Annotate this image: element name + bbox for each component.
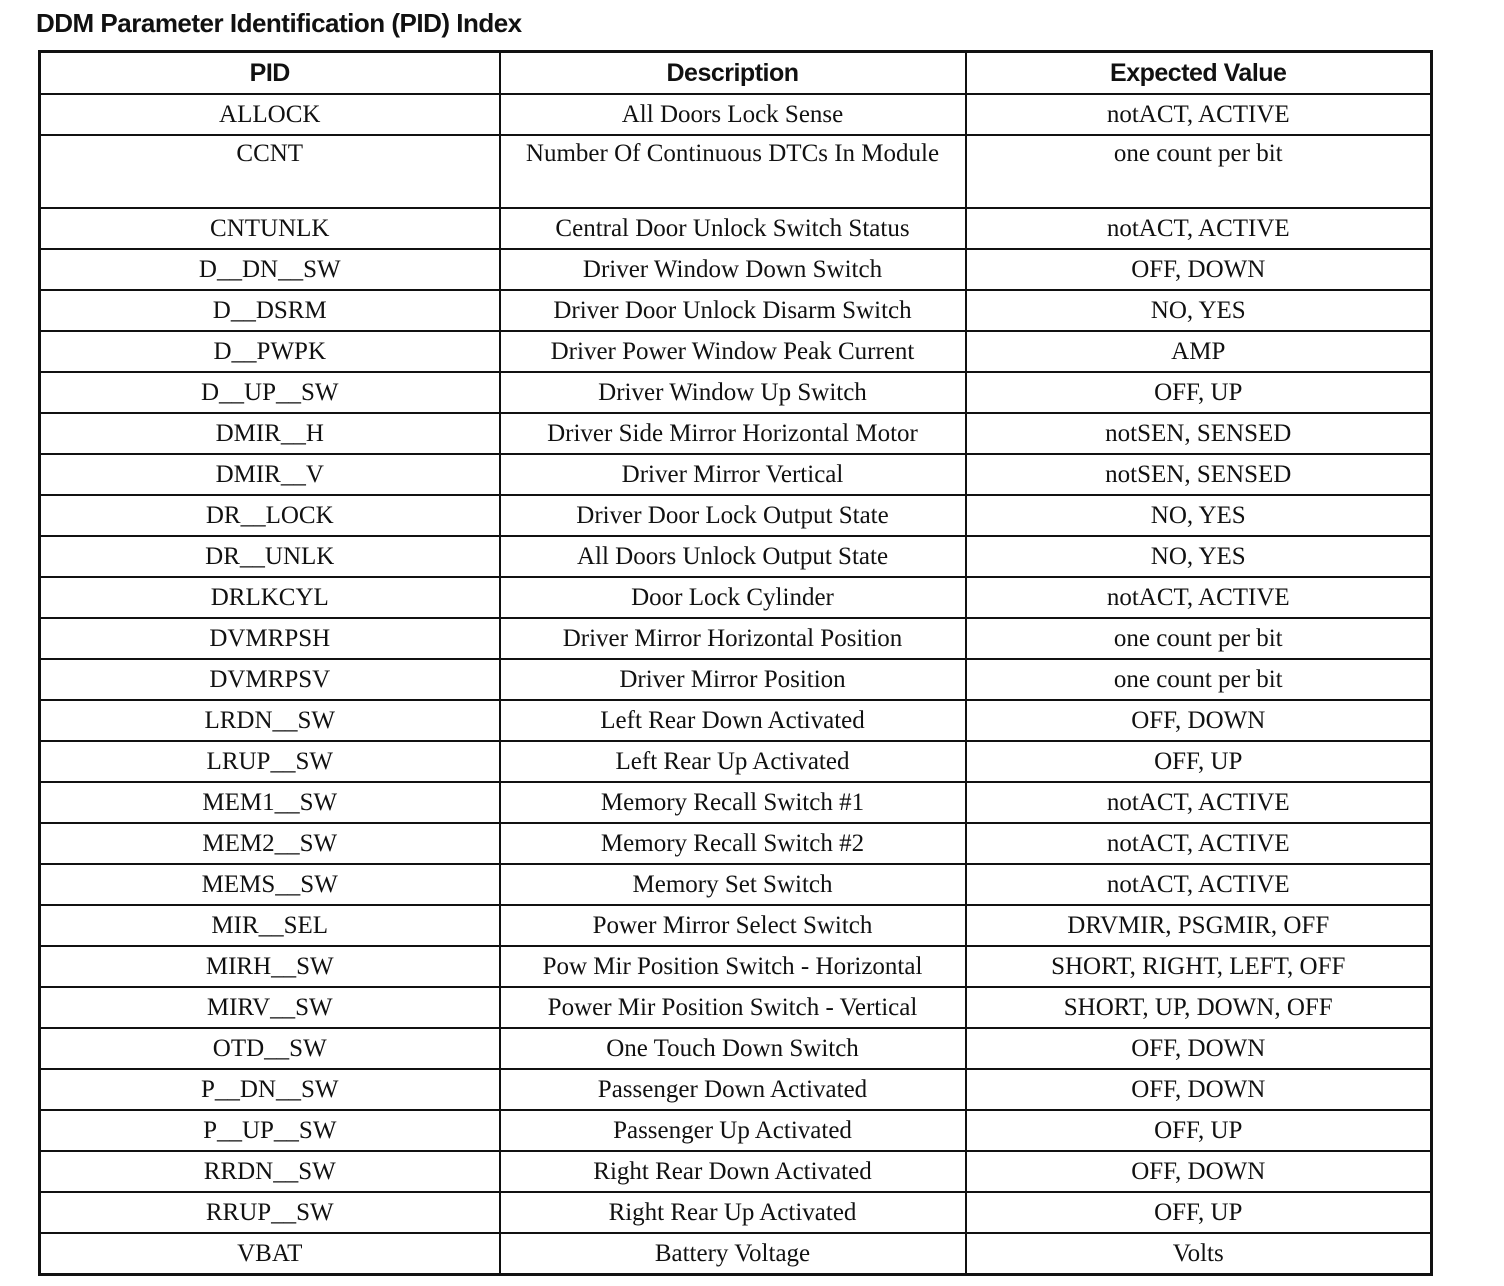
cell-description: All Doors Unlock Output State [500,536,966,577]
cell-pid: MEMS__SW [40,864,500,905]
cell-description: Memory Recall Switch #1 [500,782,966,823]
cell-description: Power Mir Position Switch - Vertical [500,987,966,1028]
cell-expected-value: one count per bit [966,618,1432,659]
cell-expected-value: NO, YES [966,290,1432,331]
cell-expected-value: notACT, ACTIVE [966,782,1432,823]
table-body [40,94,1432,1275]
cell-expected-value: SHORT, UP, DOWN, OFF [966,987,1432,1028]
cell-pid: MEM2__SW [40,823,500,864]
cell-pid: VBAT [40,1233,500,1275]
cell-pid: RRDN__SW [40,1151,500,1192]
table-row [40,700,1432,741]
cell-description: One Touch Down Switch [500,1028,966,1069]
cell-description: Driver Mirror Position [500,659,966,700]
cell-description: Driver Window Up Switch [500,372,966,413]
cell-expected-value: OFF, UP [966,741,1432,782]
cell-pid: DVMRPSH [40,618,500,659]
cell-description: Driver Door Unlock Disarm Switch [500,290,966,331]
cell-pid: DRLKCYL [40,577,500,618]
table-row [40,577,1432,618]
cell-expected-value: notACT, ACTIVE [966,577,1432,618]
cell-expected-value: OFF, DOWN [966,1151,1432,1192]
cell-pid: D__DN__SW [40,249,500,290]
cell-description: Central Door Unlock Switch Status [500,208,966,249]
table-row [40,1192,1432,1233]
cell-description: All Doors Lock Sense [500,94,966,135]
pid-index-table [38,50,1433,1276]
table-row [40,659,1432,700]
cell-pid: MEM1__SW [40,782,500,823]
cell-expected-value: notACT, ACTIVE [966,823,1432,864]
cell-description: Door Lock Cylinder [500,577,966,618]
cell-description: Number Of Continuous DTCs In Module [500,135,966,208]
table-row [40,987,1432,1028]
cell-expected-value: OFF, DOWN [966,700,1432,741]
cell-pid: D__PWPK [40,331,500,372]
cell-pid: D__UP__SW [40,372,500,413]
cell-description: Driver Power Window Peak Current [500,331,966,372]
cell-pid: D__DSRM [40,290,500,331]
cell-pid: LRDN__SW [40,700,500,741]
table-row [40,864,1432,905]
cell-expected-value: NO, YES [966,536,1432,577]
table-row [40,495,1432,536]
cell-expected-value: OFF, DOWN [966,1069,1432,1110]
cell-pid: P__DN__SW [40,1069,500,1110]
cell-pid: CCNT [40,135,500,208]
cell-pid: MIR__SEL [40,905,500,946]
cell-pid: ALLOCK [40,94,500,135]
cell-expected-value: SHORT, RIGHT, LEFT, OFF [966,946,1432,987]
cell-pid: OTD__SW [40,1028,500,1069]
cell-pid: DR__UNLK [40,536,500,577]
cell-description: Memory Recall Switch #2 [500,823,966,864]
table-row [40,454,1432,495]
cell-expected-value: OFF, UP [966,372,1432,413]
table-row [40,741,1432,782]
table-header-row [40,52,1432,95]
cell-pid: CNTUNLK [40,208,500,249]
column-header-pid: PID [40,52,500,95]
cell-description: Left Rear Up Activated [500,741,966,782]
table-row [40,1069,1432,1110]
table-row [40,331,1432,372]
cell-expected-value: AMP [966,331,1432,372]
cell-pid: P__UP__SW [40,1110,500,1151]
column-header-description: Description [500,52,966,95]
cell-expected-value: OFF, DOWN [966,1028,1432,1069]
cell-pid: LRUP__SW [40,741,500,782]
cell-description: Driver Side Mirror Horizontal Motor [500,413,966,454]
cell-description: Driver Mirror Horizontal Position [500,618,966,659]
cell-pid: DMIR__V [40,454,500,495]
cell-expected-value: NO, YES [966,495,1432,536]
table-row [40,135,1432,208]
cell-expected-value: OFF, DOWN [966,249,1432,290]
cell-pid: MIRV__SW [40,987,500,1028]
cell-pid: DMIR__H [40,413,500,454]
cell-expected-value: notSEN, SENSED [966,454,1432,495]
table-row [40,372,1432,413]
cell-pid: RRUP__SW [40,1192,500,1233]
cell-expected-value: OFF, UP [966,1110,1432,1151]
cell-description: Power Mirror Select Switch [500,905,966,946]
cell-description: Right Rear Up Activated [500,1192,966,1233]
cell-description: Passenger Up Activated [500,1110,966,1151]
cell-expected-value: Volts [966,1233,1432,1275]
table-row [40,782,1432,823]
cell-expected-value: DRVMIR, PSGMIR, OFF [966,905,1432,946]
cell-description: Driver Door Lock Output State [500,495,966,536]
table-row [40,946,1432,987]
cell-description: Passenger Down Activated [500,1069,966,1110]
table-row [40,413,1432,454]
table-row [40,618,1432,659]
cell-description: Driver Window Down Switch [500,249,966,290]
cell-description: Memory Set Switch [500,864,966,905]
cell-expected-value: notSEN, SENSED [966,413,1432,454]
table-row [40,94,1432,135]
cell-description: Left Rear Down Activated [500,700,966,741]
cell-expected-value: notACT, ACTIVE [966,864,1432,905]
cell-expected-value: one count per bit [966,135,1432,208]
cell-expected-value: notACT, ACTIVE [966,208,1432,249]
column-header-expected-value: Expected Value [966,52,1432,95]
cell-pid: DVMRPSV [40,659,500,700]
cell-pid: DR__LOCK [40,495,500,536]
table-row [40,1233,1432,1275]
cell-description: Driver Mirror Vertical [500,454,966,495]
table-row [40,823,1432,864]
table-row [40,290,1432,331]
table-row [40,1151,1432,1192]
cell-description: Pow Mir Position Switch - Horizontal [500,946,966,987]
page-title: DDM Parameter Identification (PID) Index [36,8,522,38]
table-row [40,905,1432,946]
table-row [40,208,1432,249]
cell-expected-value: OFF, UP [966,1192,1432,1233]
table-row [40,1110,1432,1151]
table-row [40,249,1432,290]
cell-pid: MIRH__SW [40,946,500,987]
cell-expected-value: notACT, ACTIVE [966,94,1432,135]
cell-expected-value: one count per bit [966,659,1432,700]
table-row [40,536,1432,577]
cell-description: Battery Voltage [500,1233,966,1275]
cell-description: Right Rear Down Activated [500,1151,966,1192]
table-row [40,1028,1432,1069]
